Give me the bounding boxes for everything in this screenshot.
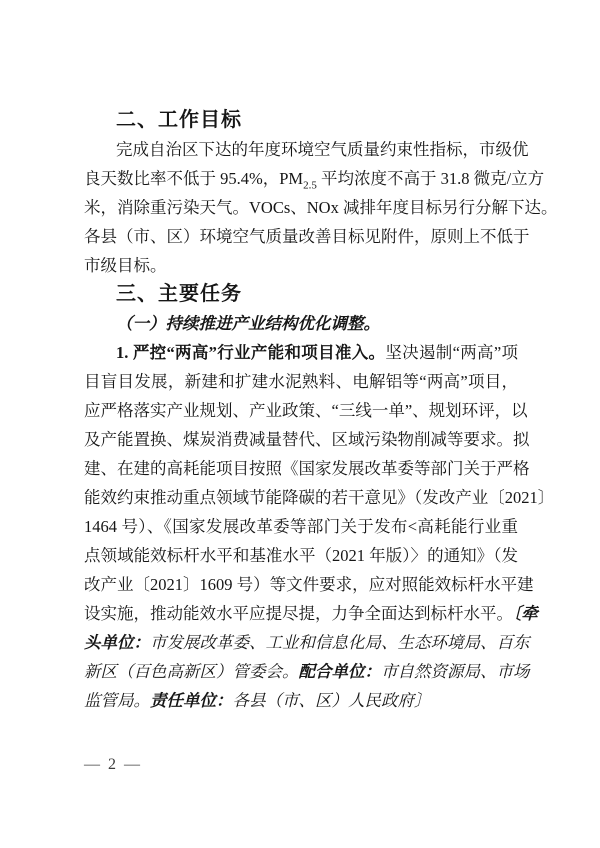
lead-unit-text: 新区（百色高新区）管委会。	[84, 662, 299, 681]
body-text: 应严格落实产业规划、产业政策、“三线一单”、规划环评，以	[84, 401, 528, 420]
paragraph-task1-line	[84, 686, 518, 715]
body-text: 建、在建的高耗能项目按照《国家发展改革委等部门关于严格	[84, 459, 530, 478]
paragraph-goals-line	[84, 251, 518, 280]
body-text: 及产能置换、煤炭消费减量替代、区域污染物削减等要求。拟	[84, 430, 530, 449]
section-heading-main-tasks	[84, 280, 518, 309]
lead-unit-text: 市发展改革委、工业和信息化局、生态环境局、百东	[150, 633, 530, 652]
subheading-text: （一）持续推进产业结构优化调整。	[116, 314, 380, 333]
body-text: 点领域能效标杆水平和基准水平（2021 年版）〉的通知》（发	[84, 546, 518, 565]
body-text: 改产业〔2021〕1609 号）等文件要求，应对照能效标杆水平建	[84, 575, 534, 594]
body-text: 设实施，推动能效水平应提尽提，力争全面达到标杆水平。	[84, 604, 513, 623]
section-heading-work-goals	[84, 106, 518, 135]
document-body	[84, 106, 558, 715]
body-text: 能效约束推动重点领域节能降碳的若干意见》（发改产业〔2021〕	[84, 488, 555, 507]
body-text: 坚决遏制“两高”项	[385, 343, 519, 362]
support-unit-text: 市自然资源局、市场	[381, 662, 530, 681]
body-text: 1464 号）、《国家发展改革委等部门关于发布<高耗能行业重	[84, 517, 518, 536]
body-text: 平均浓度不高于 31.8 微克/立方	[316, 169, 545, 188]
support-unit-label: 配合单位：	[298, 662, 381, 681]
responsibility-bracket-lead: 〔牵	[513, 604, 538, 623]
body-text: 市级目标。	[84, 256, 167, 275]
body-text: 良天数比率不低于 95.4%，PM	[84, 169, 304, 188]
responsible-unit-text: 各县（市、区）人民政府〕	[232, 691, 431, 710]
paragraph-task1-line	[84, 367, 518, 396]
paragraph-task1-line	[84, 657, 530, 686]
paragraph-goals-line	[84, 193, 558, 222]
page-number: — 2 —	[84, 756, 142, 773]
body-text: 各县（市、区）环境空气质量改善目标见附件，原则上不低于	[84, 227, 530, 246]
heading-text: 三、主要任务	[116, 283, 242, 305]
paragraph-task1-line	[84, 338, 518, 367]
pm25-subscript: 2.5	[303, 179, 317, 192]
body-text: 完成自治区下达的年度环境空气质量约束性指标，市级优	[116, 140, 529, 159]
paragraph-task1-line	[84, 541, 518, 570]
paragraph-task1-line	[84, 483, 555, 512]
body-text: 米，消除重污染天气。VOCs、NOx 减排年度目标另行分解下达。	[84, 198, 558, 217]
paragraph-task1-line	[84, 628, 530, 657]
support-unit-text: 监管局。	[84, 691, 150, 710]
body-text: 目盲目发展，新建和扩建水泥熟料、电解铝等“两高”项目，	[84, 372, 518, 391]
paragraph-goals-line	[84, 222, 530, 251]
lead-unit-label: 头单位：	[84, 633, 150, 652]
paragraph-task1-line	[84, 599, 538, 628]
paragraph-task1-line	[84, 454, 530, 483]
subsection-heading-industry-structure	[84, 309, 518, 338]
heading-text: 二、工作目标	[116, 109, 242, 131]
task1-lead-bold: 1. 严控“两高”行业产能和项目准入。	[116, 343, 386, 362]
paragraph-goals-line	[84, 135, 529, 164]
responsible-unit-label: 责任单位：	[150, 691, 233, 710]
paragraph-goals-line	[84, 164, 545, 193]
paragraph-task1-line	[84, 570, 534, 599]
paragraph-task1-line	[84, 512, 518, 541]
paragraph-task1-line	[84, 425, 530, 454]
paragraph-task1-line	[84, 396, 528, 425]
